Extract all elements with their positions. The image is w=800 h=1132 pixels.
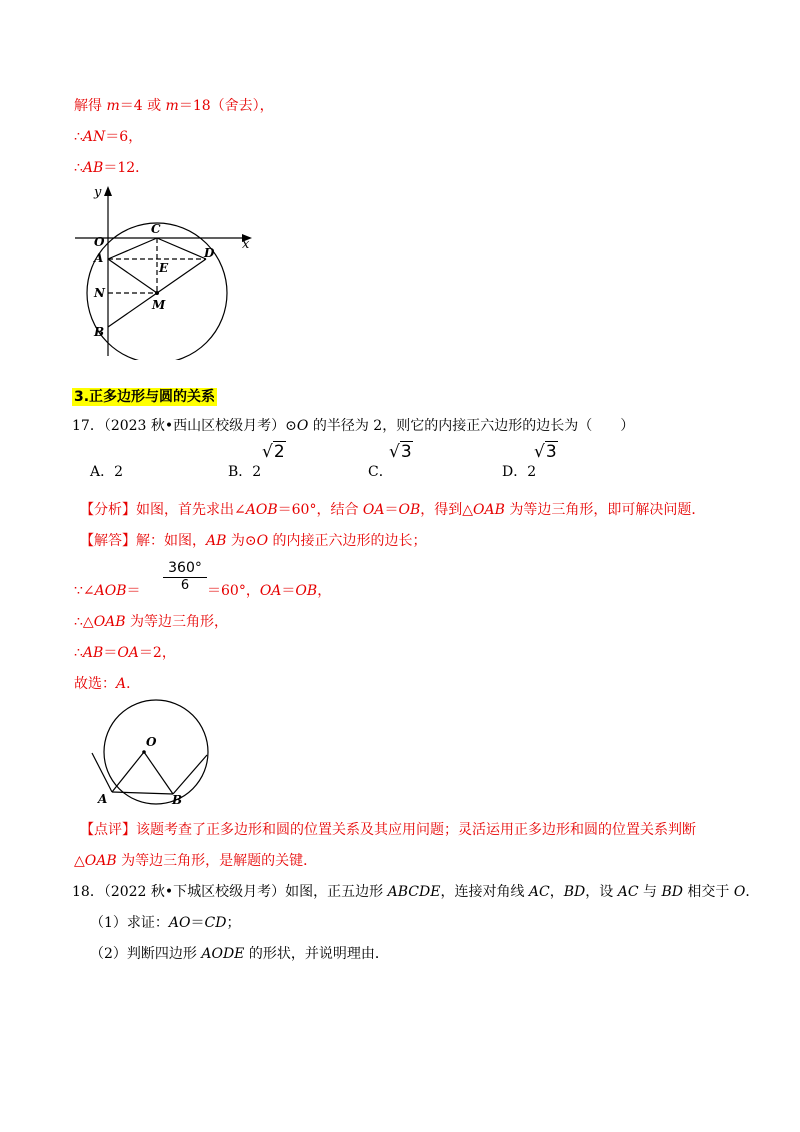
- point-o: [142, 750, 146, 754]
- y-axis-arrow-icon: [104, 186, 112, 196]
- q18-part2: （2）判断四边形 AODE 的形状，并说明理由．: [90, 946, 389, 962]
- label-a2: A: [98, 792, 108, 806]
- q17-option-b: B．2: [228, 464, 262, 480]
- point-m: [155, 291, 159, 295]
- figure-coordinate-circle: [70, 180, 270, 360]
- q17-stem: 17．（2023 秋•西山区校级月考）⊙O 的半径为 2，则它的内接正六边形的边长为（ ）: [72, 418, 635, 434]
- q17-answer-line3: ∴△OAB 为等边三角形，: [74, 614, 229, 630]
- q17-option-d-sqrt: √3: [534, 442, 557, 462]
- segment-ob: [144, 752, 173, 794]
- q17-comment-line2: △OAB 为等边三角形，是解题的关键．: [74, 853, 318, 869]
- q18-part1: （1）求证：AO＝CD；: [90, 915, 241, 931]
- q17-answer-fraction: [163, 560, 207, 594]
- label-d: D: [204, 246, 215, 260]
- fraction-numerator: 360°: [163, 560, 207, 578]
- q17-answer-angle-value: ＝60°，OA＝OB，: [207, 583, 332, 599]
- label-y: y: [94, 185, 102, 200]
- solution-line-ab: ∴AB＝12．: [74, 160, 150, 176]
- q17-answer-angle: ∵∠AOB＝: [74, 583, 141, 599]
- figure-hexagon-circle: [86, 698, 226, 810]
- circle-o: [104, 700, 208, 804]
- label-o: O: [94, 235, 105, 249]
- q17-option-d: D．2: [502, 464, 537, 480]
- hexagon-side-left: [92, 753, 112, 792]
- q17-comment-line1: 【点评】该题考查了正多边形和圆的位置关系及其应用问题；灵活运用正多边形和圆的位置关系判断: [80, 822, 696, 838]
- segment-bm: [108, 293, 157, 327]
- q17-option-c: C．: [368, 464, 393, 480]
- segment-am: [108, 259, 157, 293]
- label-o2: O: [146, 735, 157, 749]
- q18-stem: 18．（2022 秋•下城区校级月考）如图，正五边形 ABCDE，连接对角线 AC，BD，设 AC 与 BD 相交于 O．: [72, 884, 760, 900]
- solution-line-an: ∴AN＝6，: [74, 129, 143, 145]
- q17-analysis: 【分析】如图，首先求出∠AOB＝60°，结合 OA＝OB，得到△OAB 为等边三角形，即可解决问题．: [80, 502, 706, 518]
- solution-line-m: 解得 m＝4 或 m＝18（舍去），: [74, 98, 274, 114]
- label-b: B: [94, 325, 105, 339]
- label-n: N: [94, 286, 105, 300]
- q17-answer-choice: 故选：A．: [74, 676, 141, 692]
- q17-answer-line4: ∴AB＝OA＝2，: [74, 645, 176, 661]
- hexagon-side-right: [173, 755, 207, 794]
- segment-oa: [112, 752, 144, 792]
- q17-option-a: A．2: [90, 464, 124, 480]
- label-x: x: [242, 237, 250, 252]
- label-a: A: [94, 251, 104, 265]
- label-m: M: [152, 298, 166, 312]
- segment-cd: [157, 238, 206, 259]
- label-c: C: [151, 222, 161, 236]
- section-title: 3.正多边形与圆的关系: [74, 389, 216, 405]
- fraction-denominator: 6: [180, 578, 190, 593]
- segment-ab: [112, 792, 173, 794]
- q17-answer-line1: 【解答】解：如图，AB 为⊙O 的内接正六边形的边长；: [80, 533, 427, 549]
- label-b2: B: [172, 793, 183, 807]
- q17-option-b-sqrt: √2: [262, 442, 285, 462]
- q17-option-c-sqrt: √3: [389, 442, 412, 462]
- segment-ac: [108, 238, 157, 259]
- label-e: E: [159, 261, 169, 275]
